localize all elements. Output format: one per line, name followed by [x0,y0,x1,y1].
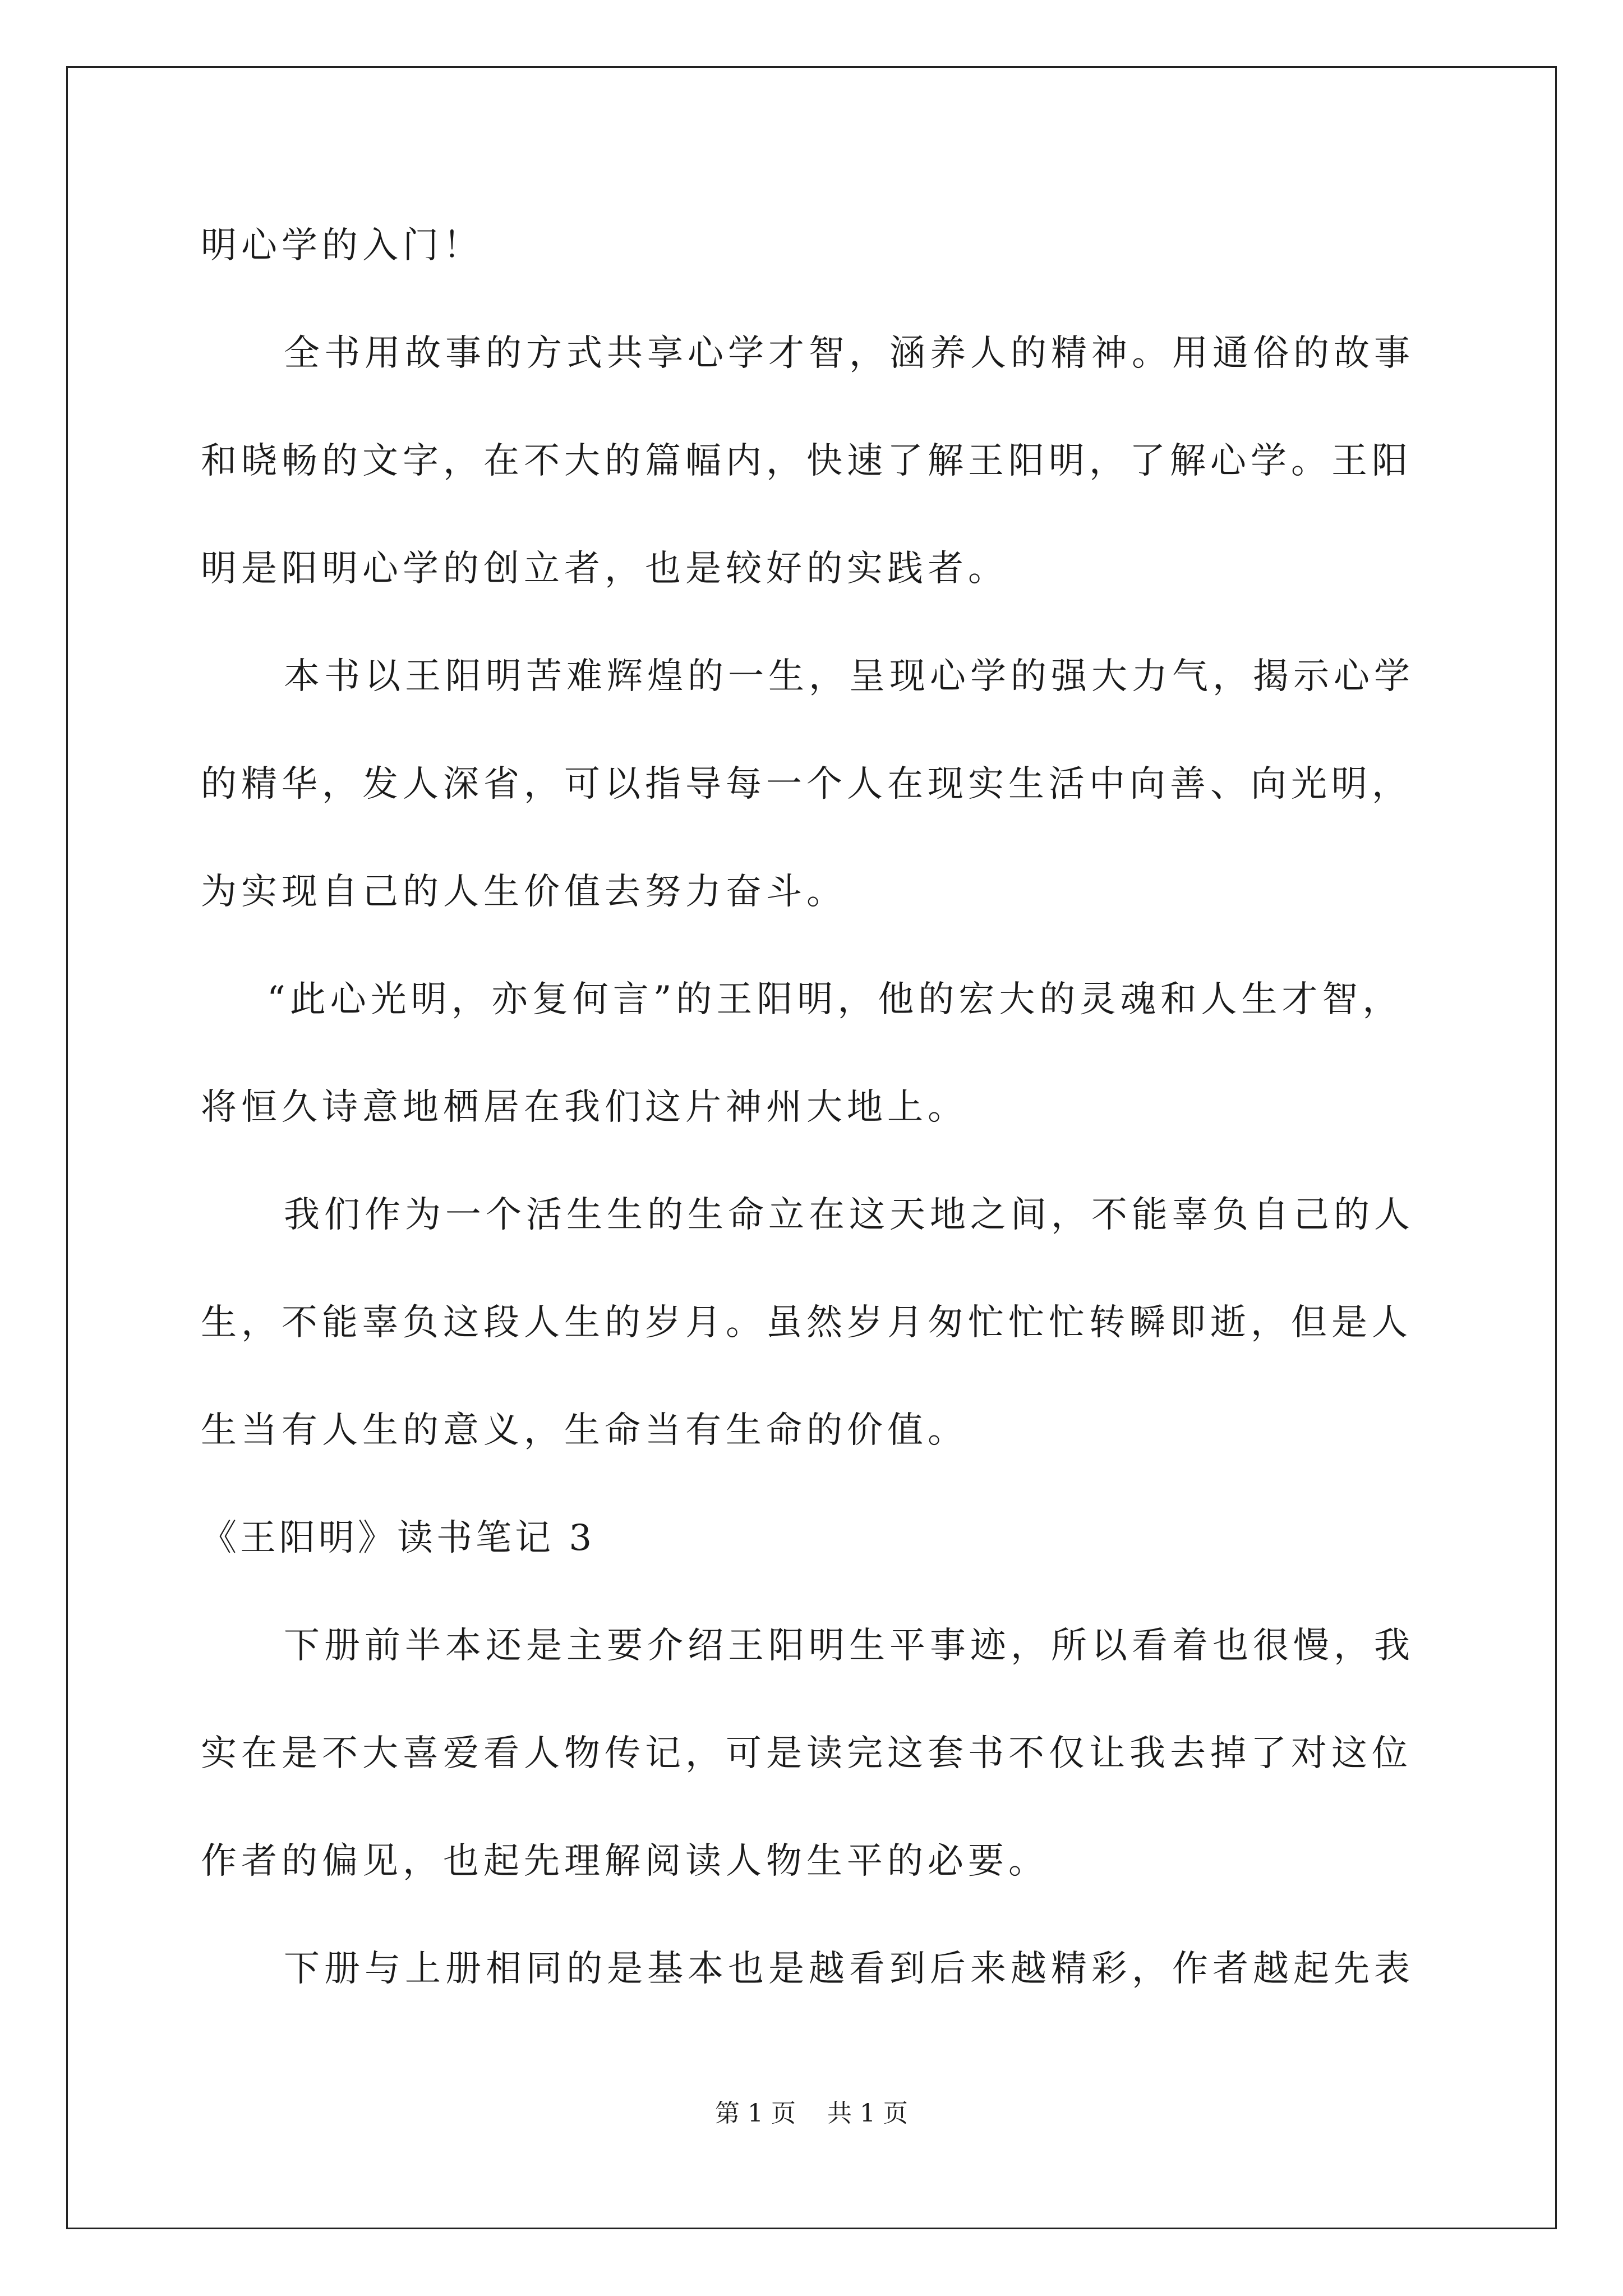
text-line: 为实现自己的人生价值去努力奋斗。 [201,871,847,913]
page-footer: 第 1 页 共 1 页 [715,2099,908,2128]
text-line: “此心光明，亦复何言”的王阳明，他的宏大的灵魂和人生才智， [267,979,1403,1020]
text-line: 生当有人生的意义，生命当有生命的价值。 [201,1410,968,1451]
text-line: 我们作为一个活生生的生命立在这天地之间，不能辜负自己的人 [284,1194,1414,1236]
text-line: 实在是不大喜爱看人物传记，可是读完这套书不仅让我去掉了对这位 [201,1733,1412,1774]
text-line: 和晓畅的文字，在不大的篇幅内，快速了解王阳明，了解心学。王阳 [201,440,1412,482]
section-heading: 《王阳明》读书笔记 3 [201,1517,596,1559]
text-line: 下册与上册相同的是基本也是越看到后来越精彩，作者越起先表 [284,1948,1414,1990]
text-line: 明是阳明心学的创立者，也是较好的实践者。 [201,548,1008,590]
text-line: 本书以王阳明苦难辉煌的一生，呈现心学的强大力气，揭示心学 [284,656,1414,697]
document-body [201,218,1453,2049]
text-line: 下册前半本还是主要介绍王阳明生平事迹，所以看着也很慢，我 [284,1625,1414,1667]
text-line: 的精华，发人深省，可以指导每一个人在现实生活中向善、向光明， [201,763,1412,805]
text-line: 全书用故事的方式共享心学才智，涵养人的精神。用通俗的故事 [284,333,1414,374]
text-line: 生，不能辜负这段人生的岁月。虽然岁月匆忙忙忙转瞬即逝，但是人 [201,1302,1412,1343]
text-line: 作者的偏见，也起先理解阅读人物生平的必要。 [201,1841,1049,1882]
text-line: 将恒久诗意地栖居在我们这片神州大地上。 [201,1087,968,1128]
text-line: 明心学的入门！ [201,225,483,266]
